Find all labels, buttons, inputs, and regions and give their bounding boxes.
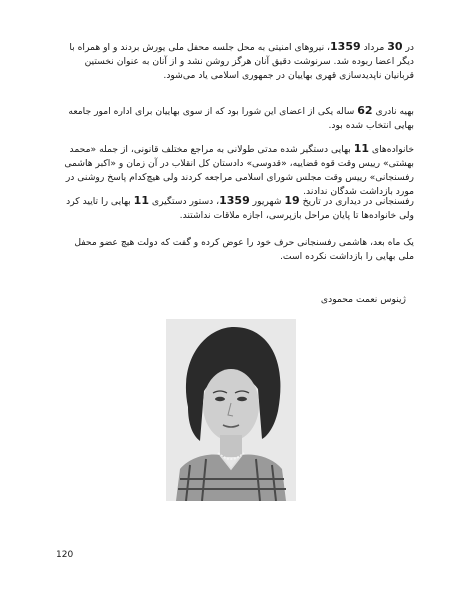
paragraph-text: یک ماه بعد، هاشمی رفسنجانی حرف خود را عوض کرده و گفت که دولت هیچ عضو محفل ملی بهایی را بازداشت نکرده است. bbox=[74, 237, 414, 262]
paragraph-number: 19 bbox=[284, 194, 300, 207]
paragraph-number: 1359 bbox=[330, 40, 361, 53]
author-signature: ژینوس نعمت محمودی bbox=[320, 294, 406, 305]
paragraph-text: مرداد bbox=[360, 42, 388, 53]
paragraph-text: رفسنجانی در دیداری در تاریخ bbox=[299, 196, 414, 207]
paragraph-number: 62 bbox=[357, 104, 373, 117]
paragraph-text: بهایی دستگیر شده مدتی طولانی به مراجع مختلف قانونی، از جمله «محمد بهشتی» رییس وقت قوه قضاییه، «قدوسی» دادستان کل انقلاب در آن زمان و «اکبر هاشمی رفسنجانی» رییس وقت مجلس شورای اسلامی مراجعه کردند ولی هیچ‌کدام پاسخ روشنی در مورد بازداشت شدگان ندادند. bbox=[64, 144, 414, 197]
paragraph-number: 30 bbox=[387, 40, 403, 53]
paragraph-text: بهایی را تایید کرد ولی خانواده‌ها تا پایان مراحل بازپرسی، اجازه ملاقات نداشتند. bbox=[66, 196, 414, 221]
portrait-photo bbox=[166, 319, 296, 501]
paragraph-text: ، دستور دستگیری bbox=[148, 196, 220, 207]
paragraph-text: در bbox=[402, 42, 414, 53]
paragraph-5 bbox=[56, 236, 414, 264]
paragraph-number: 11 bbox=[133, 194, 149, 207]
paragraph-number: 11 bbox=[353, 142, 369, 155]
paragraph-3 bbox=[56, 142, 414, 199]
paragraph-text: ساله یکی از اعضای این شورا بود که از سوی بهاییان برای اداره امور جامعه بهایی انتخاب شده بود. bbox=[68, 106, 414, 131]
paragraph-text: شهریور bbox=[249, 196, 285, 207]
page-number: 120 bbox=[56, 550, 74, 560]
paragraph-number: 1359 bbox=[219, 194, 250, 207]
paragraph-text: بهیه نادری bbox=[372, 106, 414, 117]
paragraph-2 bbox=[56, 104, 414, 133]
paragraph-text: خانواده‌های bbox=[369, 144, 414, 155]
paragraph-4 bbox=[56, 194, 414, 223]
paragraph-text: ، نیروهای امنیتی به محل جلسه محفل ملی یورش بردند و او همراه با دیگر اعضا ربوده شد. سرنوشت دقیق آنان هرگز روشن نشد و از آنان به عنوان نخستین قربانیان ناپدیدسازی قهری بهاییان در جمهوری اسلامی یاد می‌شود. bbox=[69, 42, 414, 81]
paragraph-1 bbox=[56, 40, 414, 83]
